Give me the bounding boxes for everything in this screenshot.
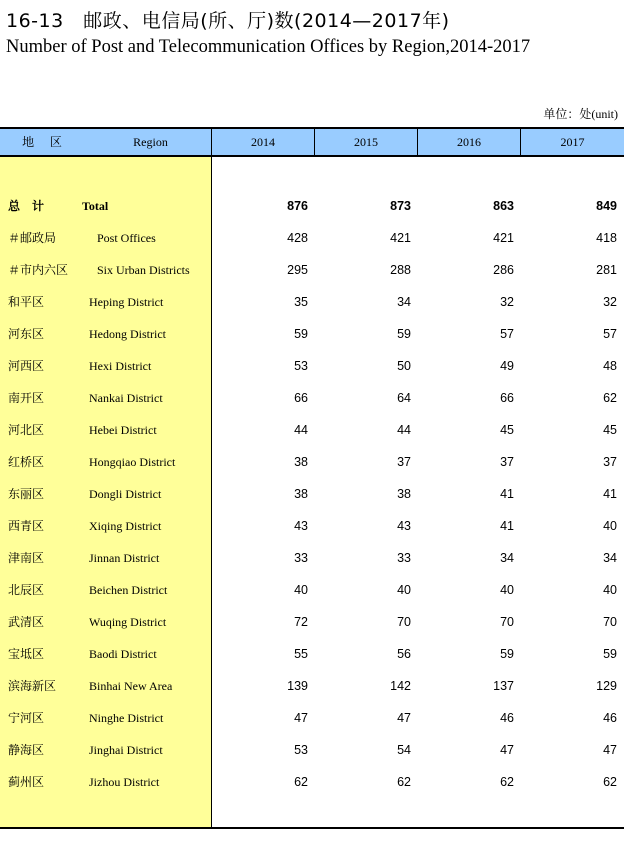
value-2016: 66: [500, 391, 514, 405]
value-2016: 34: [500, 551, 514, 565]
region-name-en: Ninghe District: [89, 711, 164, 725]
table-row: [0, 670, 624, 702]
value-2016: 37: [500, 455, 514, 469]
value-2016: 863: [493, 199, 514, 213]
value-2015: 44: [397, 423, 411, 437]
value-2017: 41: [603, 487, 617, 501]
value-2016: 421: [493, 231, 514, 245]
region-name-cn: ＃市内六区: [8, 263, 69, 277]
value-2017: 47: [603, 743, 617, 757]
table-row: [0, 350, 624, 382]
value-2016: 46: [500, 711, 514, 725]
value-2014: 295: [287, 263, 308, 277]
header-year-2015: 2015: [314, 129, 417, 155]
value-2016: 59: [500, 647, 514, 661]
value-2017: 59: [603, 647, 617, 661]
value-2014: 55: [294, 647, 308, 661]
value-2014: 47: [294, 711, 308, 725]
page-title-english: Number of Post and Telecommunication Offices by Region,2014-2017: [6, 37, 531, 57]
region-name-cn: 蓟州区: [8, 775, 45, 789]
value-2015: 38: [397, 487, 411, 501]
region-name-en: Post Offices: [97, 231, 156, 245]
value-2017: 849: [596, 199, 617, 213]
value-2017: 57: [603, 327, 617, 341]
table-row: [0, 638, 624, 670]
region-name-cn: 宁河区: [8, 711, 45, 725]
value-2014: 33: [294, 551, 308, 565]
table-row: [0, 222, 624, 254]
value-2016: 32: [500, 295, 514, 309]
value-2014: 38: [294, 455, 308, 469]
region-name-cn: 宝坻区: [8, 647, 45, 661]
table-row: [0, 510, 624, 542]
value-2016: 41: [500, 487, 514, 501]
value-2014: 53: [294, 743, 308, 757]
value-2014: 876: [287, 199, 308, 213]
value-2016: 49: [500, 359, 514, 373]
region-name-cn: 河北区: [8, 423, 45, 437]
region-name-en: Nankai District: [89, 391, 163, 405]
region-name-en: Binhai New Area: [89, 679, 173, 693]
value-2017: 45: [603, 423, 617, 437]
table-bottom-rule: [0, 827, 624, 829]
value-2014: 35: [294, 295, 308, 309]
region-name-en: Dongli District: [89, 487, 162, 501]
region-name-cn: 总 计: [8, 199, 45, 213]
value-2014: 66: [294, 391, 308, 405]
value-2015: 56: [397, 647, 411, 661]
value-2015: 70: [397, 615, 411, 629]
value-2014: 40: [294, 583, 308, 597]
value-2014: 38: [294, 487, 308, 501]
value-2016: 286: [493, 263, 514, 277]
table-row: [0, 734, 624, 766]
region-name-en: Six Urban Districts: [97, 263, 190, 277]
region-name-cn: ＃邮政局: [8, 231, 57, 245]
value-2017: 62: [603, 391, 617, 405]
value-2016: 47: [500, 743, 514, 757]
value-2014: 62: [294, 775, 308, 789]
value-2016: 62: [500, 775, 514, 789]
region-name-cn: 河西区: [8, 359, 45, 373]
table-row: [0, 190, 624, 222]
region-name-en: Wuqing District: [89, 615, 167, 629]
value-2015: 54: [397, 743, 411, 757]
region-name-en: Jinnan District: [89, 551, 160, 565]
header-region-cn: 地 区: [22, 135, 68, 149]
region-name-cn: 静海区: [8, 743, 45, 757]
region-name-en: Hongqiao District: [89, 455, 176, 469]
region-name-cn: 滨海新区: [8, 679, 57, 693]
region-name-en: Jinghai District: [89, 743, 163, 757]
value-2015: 421: [390, 231, 411, 245]
value-2017: 37: [603, 455, 617, 469]
region-name-en: Beichen District: [89, 583, 168, 597]
value-2016: 40: [500, 583, 514, 597]
value-2015: 43: [397, 519, 411, 533]
value-2015: 62: [397, 775, 411, 789]
value-2016: 137: [493, 679, 514, 693]
value-2015: 33: [397, 551, 411, 565]
value-2017: 62: [603, 775, 617, 789]
table-row: [0, 542, 624, 574]
region-name-en: Baodi District: [89, 647, 157, 661]
value-2015: 47: [397, 711, 411, 725]
header-year-2017: 2017: [520, 129, 624, 155]
value-2017: 418: [596, 231, 617, 245]
region-name-cn: 河东区: [8, 327, 45, 341]
table-row: [0, 606, 624, 638]
value-2017: 40: [603, 583, 617, 597]
value-2015: 142: [390, 679, 411, 693]
value-2014: 53: [294, 359, 308, 373]
value-2014: 428: [287, 231, 308, 245]
value-2016: 70: [500, 615, 514, 629]
value-2017: 46: [603, 711, 617, 725]
value-2015: 59: [397, 327, 411, 341]
value-2014: 44: [294, 423, 308, 437]
value-2017: 40: [603, 519, 617, 533]
value-2017: 70: [603, 615, 617, 629]
value-2017: 32: [603, 295, 617, 309]
region-name-cn: 和平区: [8, 295, 45, 309]
table-row: [0, 446, 624, 478]
value-2015: 288: [390, 263, 411, 277]
value-2015: 50: [397, 359, 411, 373]
region-name-cn: 南开区: [8, 391, 45, 405]
header-year-2014: 2014: [211, 129, 314, 155]
region-name-en: Heping District: [89, 295, 164, 309]
value-2015: 64: [397, 391, 411, 405]
value-2017: 34: [603, 551, 617, 565]
region-name-en: Hedong District: [89, 327, 166, 341]
table-row: [0, 286, 624, 318]
value-2014: 72: [294, 615, 308, 629]
value-2014: 139: [287, 679, 308, 693]
region-name-cn: 东丽区: [8, 487, 45, 501]
value-2015: 873: [390, 199, 411, 213]
value-2015: 40: [397, 583, 411, 597]
table-row: [0, 382, 624, 414]
region-name-cn: 武清区: [8, 615, 45, 629]
region-name-en: Jizhou District: [89, 775, 160, 789]
table-row: [0, 478, 624, 510]
header-region-en: Region: [133, 135, 168, 149]
table-row: [0, 318, 624, 350]
value-2017: 281: [596, 263, 617, 277]
region-name-cn: 津南区: [8, 551, 45, 565]
region-name-en: Total: [82, 199, 109, 213]
header-year-2016: 2016: [417, 129, 520, 155]
value-2014: 59: [294, 327, 308, 341]
value-2015: 37: [397, 455, 411, 469]
table-row: [0, 254, 624, 286]
value-2015: 34: [397, 295, 411, 309]
value-2017: 48: [603, 359, 617, 373]
region-name-cn: 西青区: [8, 519, 45, 533]
value-2017: 129: [596, 679, 617, 693]
region-name-cn: 北辰区: [8, 583, 45, 597]
table-row: [0, 574, 624, 606]
unit-label: 单位：处(unit): [543, 107, 618, 121]
value-2016: 57: [500, 327, 514, 341]
value-2016: 45: [500, 423, 514, 437]
table-header: [0, 127, 624, 157]
table-row: [0, 414, 624, 446]
table-row: [0, 702, 624, 734]
page-title-chinese: 16-13 邮政、电信局(所、厅)数(2014—2017年): [6, 10, 450, 32]
value-2014: 43: [294, 519, 308, 533]
region-name-en: Hexi District: [89, 359, 152, 373]
table-row: [0, 766, 624, 798]
value-2016: 41: [500, 519, 514, 533]
region-name-en: Hebei District: [89, 423, 157, 437]
region-name-en: Xiqing District: [89, 519, 162, 533]
region-name-cn: 红桥区: [8, 455, 45, 469]
